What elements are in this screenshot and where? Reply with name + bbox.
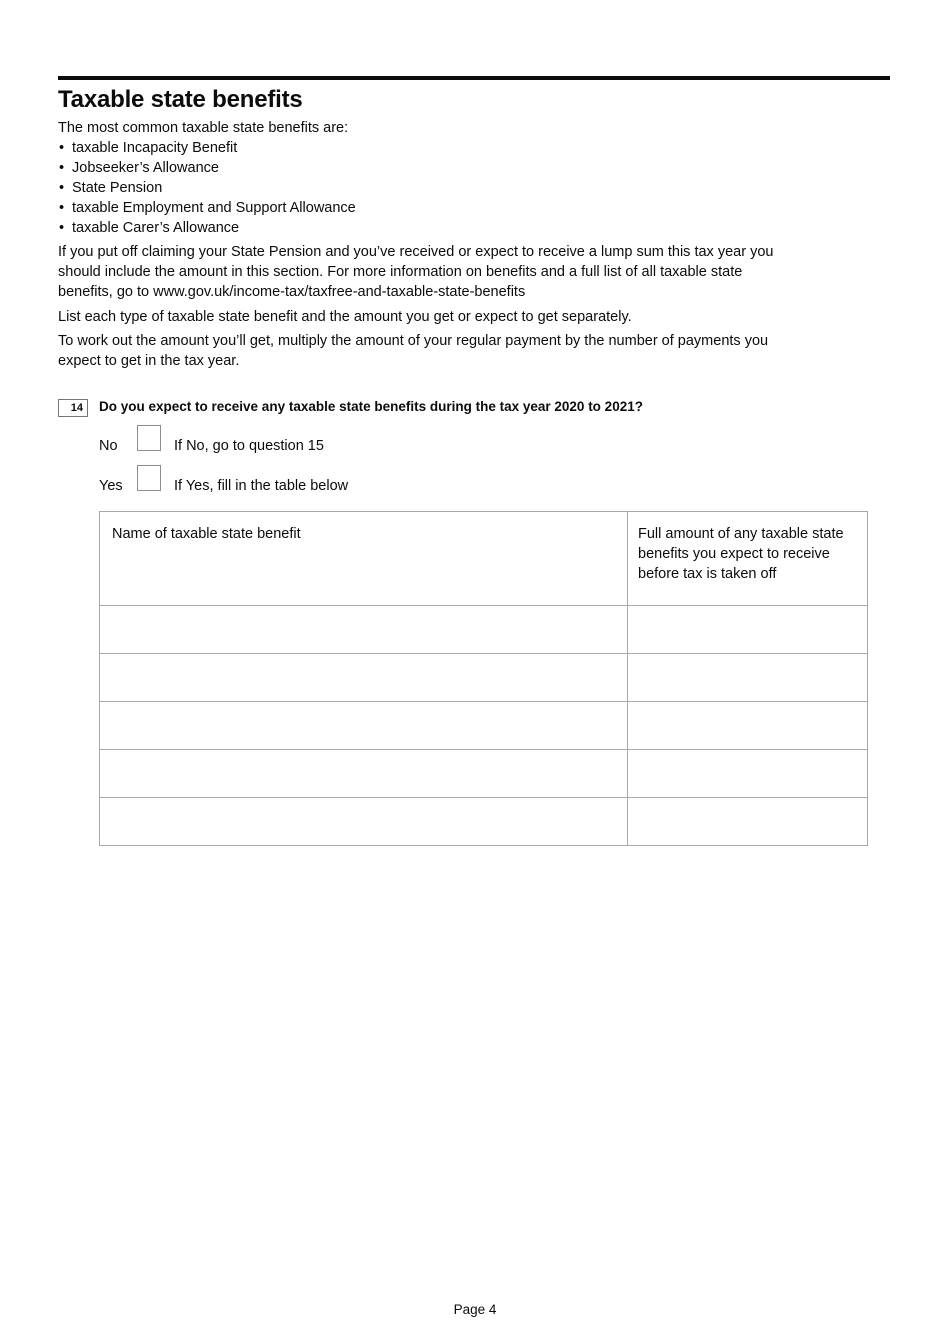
table-row <box>100 654 868 702</box>
benefit-amount-cell <box>628 702 868 750</box>
page-number: Page 4 <box>453 1302 497 1317</box>
bullet-item: • taxable Employment and Support Allowance <box>58 198 356 218</box>
benefit-name-cell <box>100 654 628 702</box>
benefit-amount-cell <box>628 606 868 654</box>
table-header-row <box>100 512 868 606</box>
benefit-amount-input[interactable] <box>628 798 867 845</box>
option-no-label: No <box>99 438 118 454</box>
option-yes-hint: If Yes, fill in the table below <box>174 478 349 494</box>
benefit-amount-input[interactable] <box>628 606 867 653</box>
option-yes-checkbox[interactable] <box>137 465 161 491</box>
question-text: Do you expect to receive any taxable state benefits during the tax year 2020 to 2021? <box>99 399 643 414</box>
table-row <box>100 798 868 846</box>
state-pension-lump-sum-paragraph: If you put off claiming your State Pension and you’ve received or expect to receive a lump sum this tax year you should include the amount in this section. For more information on benefits and a full list of all taxable state benefits, go to www.gov.uk/income-tax/taxfree-and-taxable-state-benefits <box>58 244 774 300</box>
benefits-bullet-list <box>58 138 356 238</box>
benefit-amount-cell <box>628 798 868 846</box>
benefits-table <box>99 511 868 846</box>
benefit-name-input[interactable] <box>100 606 627 653</box>
benefit-name-input[interactable] <box>100 798 627 845</box>
option-no-checkbox[interactable] <box>137 425 161 451</box>
benefit-amount-cell <box>628 750 868 798</box>
benefit-name-cell <box>100 606 628 654</box>
benefit-amount-input[interactable] <box>628 702 867 749</box>
intro-text: The most common taxable state benefits are: <box>58 120 349 136</box>
benefit-name-cell <box>100 798 628 846</box>
benefit-name-cell <box>100 750 628 798</box>
list-separately-paragraph: List each type of taxable state benefit and the amount you get or expect to get separately. <box>58 309 632 325</box>
work-out-amount-paragraph: To work out the amount you’ll get, multiply the amount of your regular payment by the number of payments you expect to get in the tax year. <box>58 333 769 369</box>
bullet-item: • taxable Incapacity Benefit <box>58 138 356 158</box>
section-top-rule <box>58 76 890 80</box>
question-number-box: 14 <box>58 399 88 417</box>
bullet-item: • State Pension <box>58 178 356 198</box>
header-benefit-amount: Full amount of any taxable state benefits you expect to receive before tax is taken off <box>628 512 868 606</box>
benefit-amount-cell <box>628 654 868 702</box>
benefit-name-cell <box>100 702 628 750</box>
header-benefit-name: Name of taxable state benefit <box>100 512 628 606</box>
table-row <box>100 606 868 654</box>
option-no-hint: If No, go to question 15 <box>174 438 324 454</box>
benefit-name-input[interactable] <box>100 654 627 701</box>
benefit-amount-input[interactable] <box>628 654 867 701</box>
table-row <box>100 750 868 798</box>
bullet-item: • Jobseeker’s Allowance <box>58 158 356 178</box>
benefit-amount-input[interactable] <box>628 750 867 797</box>
option-yes-label: Yes <box>99 478 123 494</box>
table-row <box>100 702 868 750</box>
benefit-name-input[interactable] <box>100 750 627 797</box>
section-title: Taxable state benefits <box>58 86 303 113</box>
benefit-name-input[interactable] <box>100 702 627 749</box>
bullet-item: • taxable Carer’s Allowance <box>58 218 356 238</box>
